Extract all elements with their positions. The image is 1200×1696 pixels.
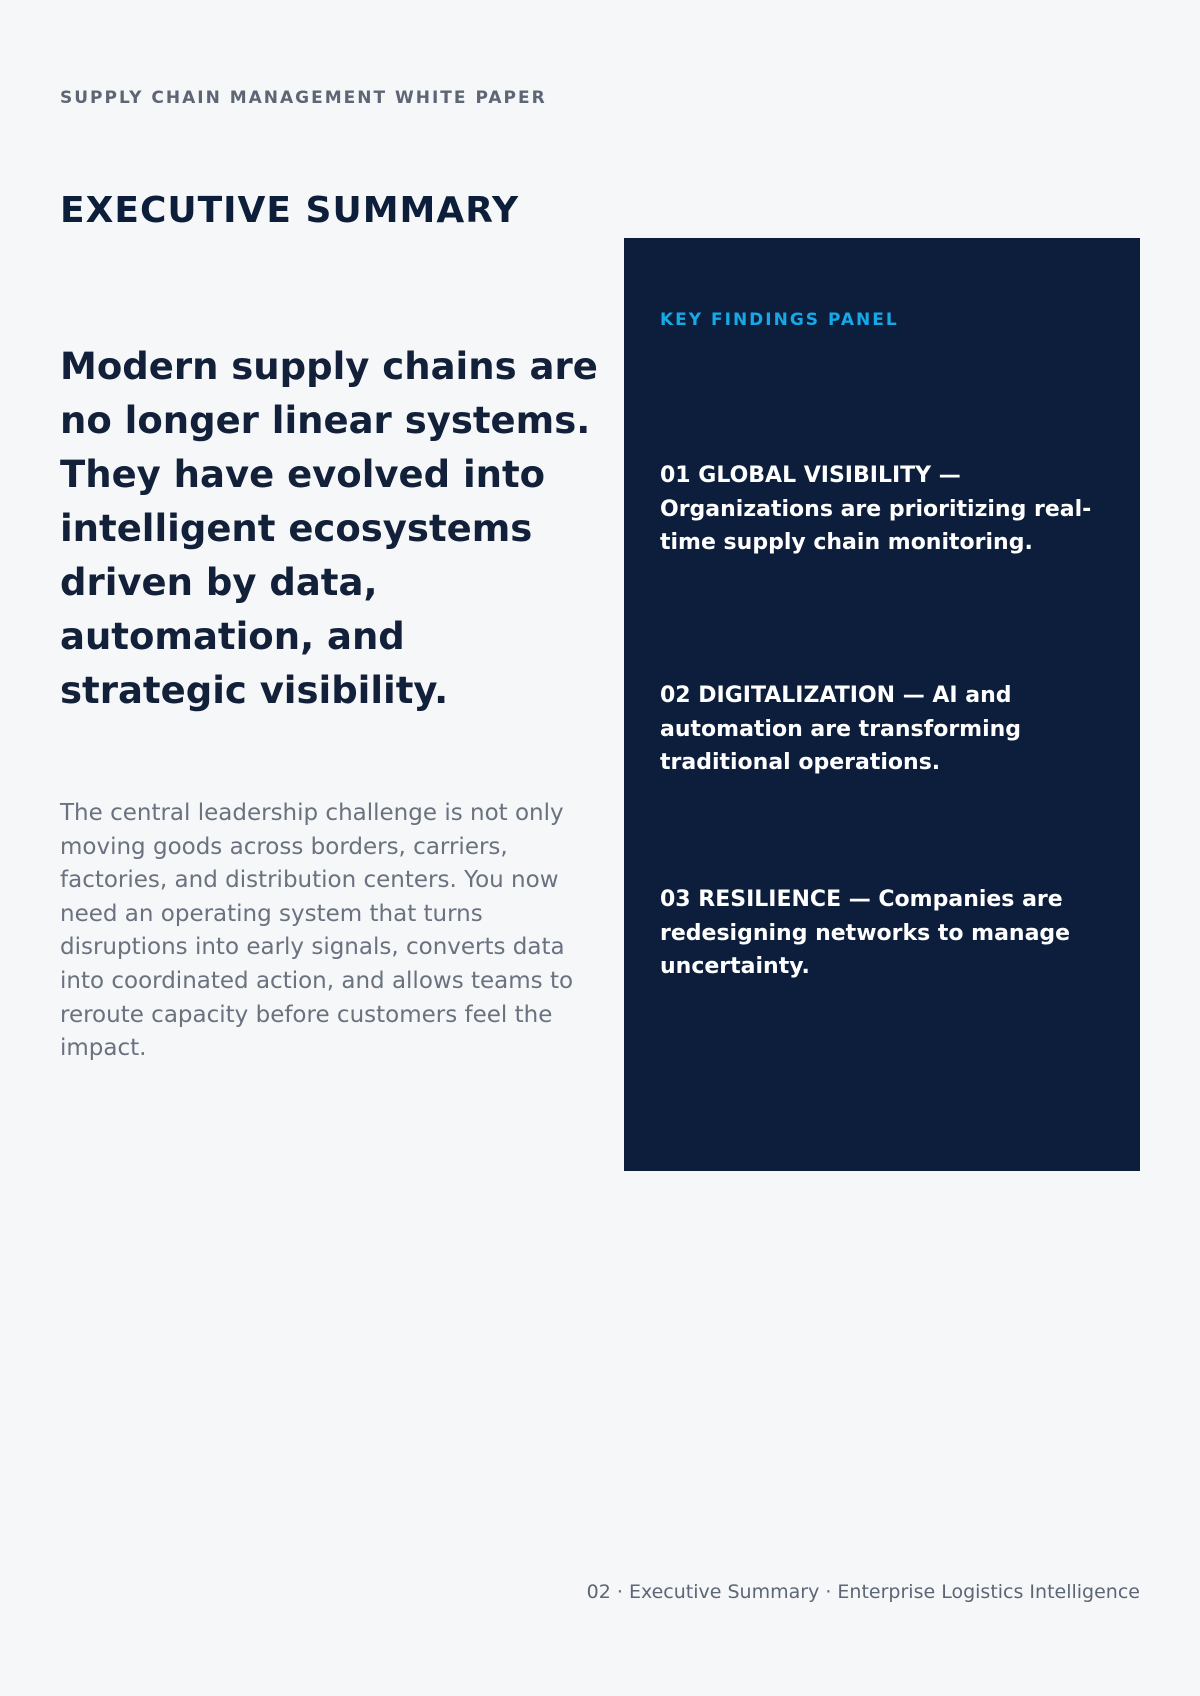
lead-statement: Modern supply chains are no longer linear systems. They have evolved into intelligent ecosystems driven by data, automation, and strategic visibility. (60, 345, 598, 712)
finding-resilience: 03 RESILIENCE — Companies are redesigning networks to manage uncertainty. (660, 887, 1071, 980)
body-paragraph: The central leadership challenge is not only moving goods across borders, carriers, factories, and distribution centers. You now need an operating system that turns disruptions into early signals, converts data into coordinated action, and allows teams to reroute capacity before customers feel the impact. (60, 800, 574, 1062)
page-title: EXECUTIVE SUMMARY (60, 190, 520, 231)
panel-label: KEY FINDINGS PANEL (660, 310, 899, 330)
key-findings-panel (624, 238, 1140, 1171)
finding-digitalization: 02 DIGITALIZATION — AI and automation are transforming traditional operations. (660, 683, 1022, 776)
page-footer: 02 · Executive Summary · Enterprise Logistics Intelligence (586, 1581, 1140, 1603)
document-eyebrow: SUPPLY CHAIN MANAGEMENT WHITE PAPER (60, 88, 547, 108)
finding-global-visibility: 01 GLOBAL VISIBILITY — Organizations are prioritizing real-time supply chain monitoring. (660, 463, 1092, 556)
